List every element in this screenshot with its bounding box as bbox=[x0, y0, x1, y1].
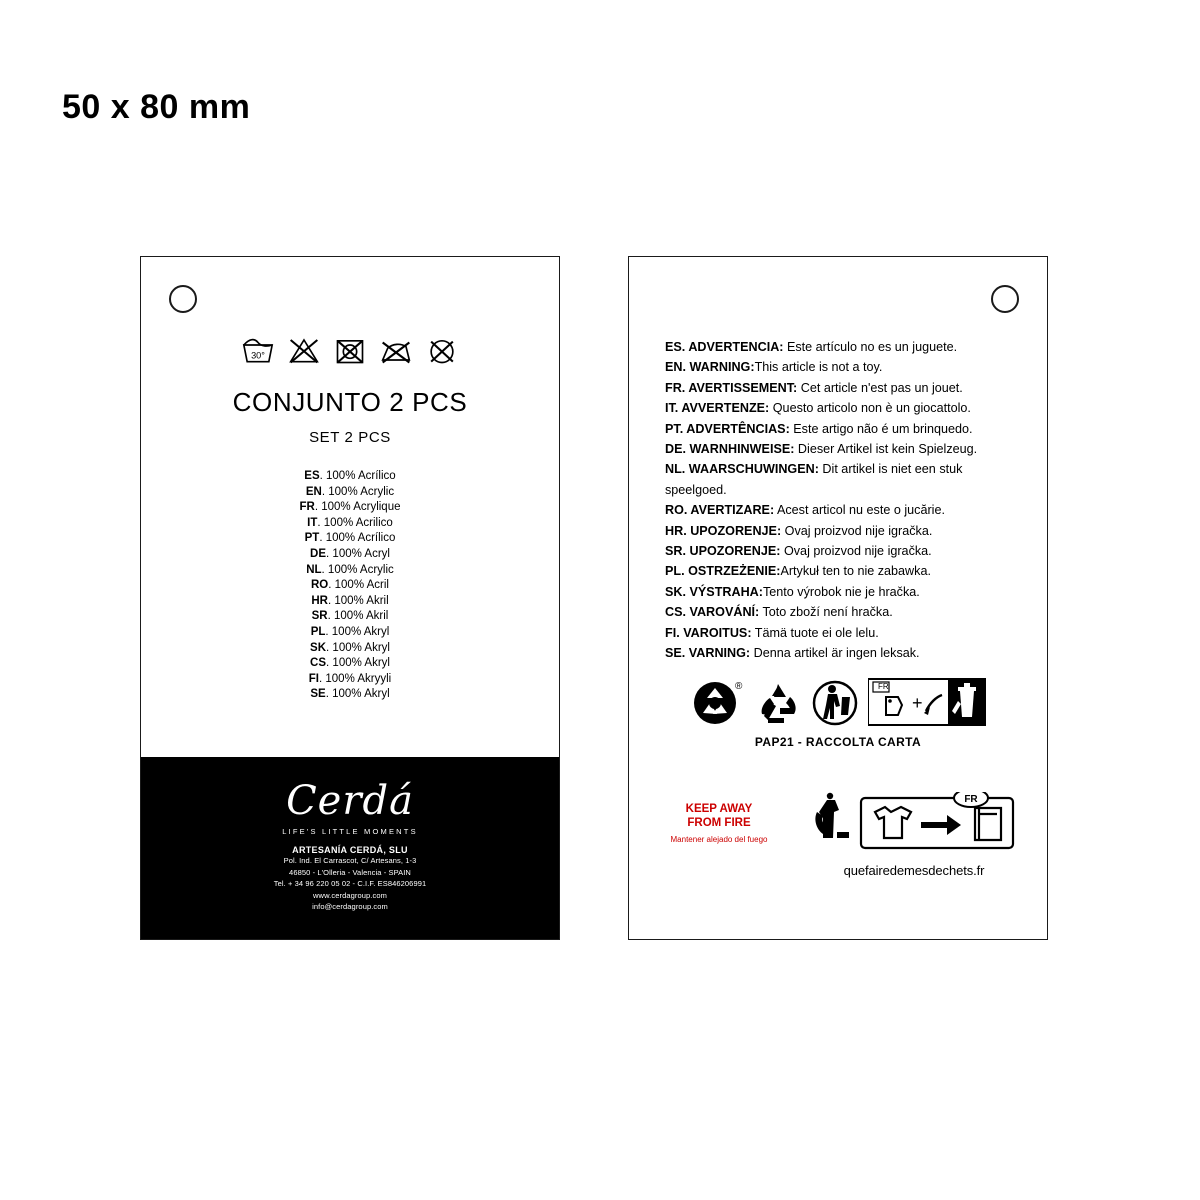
warning-lang: SR. UPOZORENJE: bbox=[665, 544, 781, 559]
punch-hole-icon bbox=[991, 285, 1019, 313]
composition-value: . 100% Acril bbox=[328, 579, 389, 592]
warning-text: Dieser Artikel ist kein Spielzeug. bbox=[794, 442, 978, 457]
composition-lang: NL bbox=[306, 563, 322, 576]
brand-logo: Cerdá bbox=[286, 778, 414, 824]
warning-item bbox=[665, 561, 1025, 581]
fire-warning-line2: FROM FIRE bbox=[687, 817, 751, 829]
warning-text: Cet article n'est pas un jouet. bbox=[797, 380, 963, 395]
tag-back bbox=[628, 256, 1048, 940]
mobius-loop-icon bbox=[754, 678, 802, 726]
warning-text: Toto zboží není hračka. bbox=[759, 605, 893, 620]
composition-value: . 100% Acrylique bbox=[314, 501, 401, 514]
brand-address-line1: Pol. Ind. El Carrascot, C/ Artesans, 1-3 bbox=[283, 856, 417, 865]
do-not-tumble-dry-icon bbox=[333, 335, 367, 365]
warning-lang: PT. ADVERTÊNCIAS: bbox=[665, 421, 790, 436]
svg-text:30°: 30° bbox=[251, 350, 265, 361]
composition-item bbox=[304, 469, 395, 485]
composition-value: . 100% Akril bbox=[327, 610, 389, 623]
composition-value: . 100% Akryl bbox=[326, 657, 390, 670]
warning-text: Tento výrobok nie je hračka. bbox=[762, 584, 920, 599]
composition-item bbox=[306, 563, 394, 579]
composition-value: . 100% Acrílico bbox=[319, 470, 396, 482]
warning-item bbox=[665, 337, 1025, 357]
triman-url: quefairedemesdechets.fr bbox=[843, 863, 985, 878]
composition-lang: SK bbox=[310, 641, 327, 654]
brand-legal-name: ARTESANÍA CERDÁ, SLU bbox=[292, 845, 408, 855]
care-symbols-row bbox=[141, 335, 559, 365]
warning-item bbox=[665, 459, 1025, 500]
fire-warning-sub: Mantener alejado del fuego bbox=[670, 835, 768, 844]
composition-value: . 100% Acrylic bbox=[321, 485, 395, 498]
warning-text: Tämä tuote ei ole lelu. bbox=[751, 625, 879, 640]
do-not-dry-clean-icon bbox=[425, 335, 459, 365]
composition-list bbox=[141, 469, 559, 703]
composition-lang: FI bbox=[308, 672, 319, 685]
composition-item bbox=[310, 641, 390, 657]
composition-item bbox=[311, 594, 388, 610]
warning-text: Ovaj proizvod nije igračka. bbox=[780, 544, 932, 559]
warning-item bbox=[665, 378, 1025, 398]
wash-30-icon bbox=[241, 335, 275, 365]
composition-value: . 100% Acrylic bbox=[321, 563, 394, 576]
composition-lang: RO bbox=[311, 579, 329, 592]
composition-lang: FR bbox=[299, 501, 315, 514]
svg-text:FR: FR bbox=[878, 682, 889, 691]
warning-lang: SK. VÝSTRAHA: bbox=[665, 584, 763, 599]
warning-lang: FI. VAROITUS: bbox=[665, 625, 752, 640]
warning-item bbox=[665, 398, 1025, 418]
warning-lang: SE. VARNING: bbox=[665, 646, 751, 661]
brand-address-line3: Tel. + 34 96 220 05 02 - C.I.F. ES846206991 bbox=[273, 879, 427, 888]
composition-value: . 100% Acrilico bbox=[317, 516, 393, 529]
page-title: 50 x 80 mm bbox=[62, 88, 251, 126]
warning-lang: PL. OSTRZEŻENIE: bbox=[665, 564, 781, 579]
warning-item bbox=[665, 541, 1025, 561]
punch-hole-icon bbox=[169, 285, 197, 313]
composition-lang: PL bbox=[310, 625, 326, 638]
recycling-block bbox=[629, 677, 1047, 749]
svg-text:FR: FR bbox=[964, 794, 978, 805]
warning-item bbox=[665, 582, 1025, 602]
composition-value: . 100% Akryyli bbox=[319, 672, 392, 685]
warning-item bbox=[665, 521, 1025, 541]
composition-item bbox=[305, 531, 396, 547]
warning-item bbox=[665, 439, 1025, 459]
composition-item bbox=[311, 578, 389, 594]
warning-item bbox=[665, 602, 1025, 622]
brand-website: www.cerdagroup.com bbox=[313, 890, 387, 900]
triman-fr-icon bbox=[868, 677, 986, 727]
do-not-iron-icon bbox=[379, 335, 413, 365]
composition-lang: CS bbox=[310, 657, 327, 670]
warning-text: Ovaj proizvod nije igračka. bbox=[781, 523, 933, 538]
fire-warning-line1: KEEP AWAY bbox=[685, 803, 753, 815]
warnings-list bbox=[665, 337, 1025, 664]
pap-label: PAP21 - RACCOLTA CARTA bbox=[754, 735, 922, 749]
composition-value: . 100% Akryl bbox=[325, 625, 390, 638]
warning-lang: HR. UPOZORENJE: bbox=[665, 523, 782, 538]
warning-lang: FR. AVERTISSEMENT: bbox=[665, 380, 798, 395]
brand-address-line2: 46850 - L'Olleria - Valencia - SPAIN bbox=[289, 867, 411, 877]
warning-text: Denna artikel är ingen leksak. bbox=[750, 646, 920, 661]
textile-disposal-icon bbox=[809, 792, 1019, 852]
composition-item bbox=[309, 672, 391, 688]
tidyman-icon bbox=[812, 677, 858, 727]
warning-item bbox=[665, 623, 1025, 643]
composition-item bbox=[310, 656, 390, 672]
brand-band bbox=[141, 757, 559, 939]
warning-item bbox=[665, 357, 1025, 377]
product-title: CONJUNTO 2 PCS bbox=[232, 387, 468, 417]
composition-lang: DE bbox=[310, 547, 327, 560]
warning-text: Acest articol nu este o jucărie. bbox=[774, 503, 945, 518]
warning-item bbox=[665, 419, 1025, 439]
warning-text: Artykuł ten to nie zabawka. bbox=[780, 564, 931, 579]
warning-lang: NL. WAARSCHUWINGEN: bbox=[665, 462, 819, 477]
product-subtitle: SET 2 PCS bbox=[309, 429, 391, 446]
warning-item bbox=[665, 500, 1025, 520]
composition-item bbox=[306, 485, 394, 501]
brand-tagline: LIFE'S LITTLE MOMENTS bbox=[282, 827, 418, 836]
composition-lang: HR bbox=[311, 594, 328, 607]
composition-value: . 100% Akryl bbox=[325, 688, 390, 701]
warning-item bbox=[665, 643, 1025, 663]
warning-text: This article is not a toy. bbox=[754, 360, 883, 375]
warning-text: Este artículo no es un juguete. bbox=[783, 340, 958, 354]
warning-lang: RO. AVERTIZARE: bbox=[665, 503, 775, 518]
warning-text: Questo articolo non è un giocattolo. bbox=[769, 401, 971, 416]
composition-item bbox=[312, 609, 389, 625]
composition-lang: ES bbox=[304, 470, 320, 482]
triman-block bbox=[799, 792, 1029, 878]
warning-lang: CS. VAROVÁNÍ: bbox=[665, 605, 760, 620]
warning-lang: EN. WARNING: bbox=[665, 360, 755, 375]
tag-front bbox=[140, 256, 560, 940]
resin-recycle-icon bbox=[690, 677, 744, 727]
composition-value: . 100% Akril bbox=[327, 594, 389, 607]
warning-text: Este artigo não é um brinquedo. bbox=[789, 421, 973, 436]
composition-item bbox=[310, 547, 390, 563]
fire-warning-block bbox=[659, 802, 779, 845]
warning-lang: DE. WARNHINWEISE: bbox=[665, 442, 795, 457]
svg-text:+: + bbox=[912, 693, 923, 713]
composition-item bbox=[310, 687, 389, 703]
composition-item bbox=[299, 500, 400, 516]
composition-value: . 100% Akryl bbox=[326, 641, 390, 654]
composition-lang: IT bbox=[307, 516, 318, 529]
warning-text: Dit artikel is niet een stuk speelgoed. bbox=[665, 462, 963, 497]
composition-value: . 100% Acrílico bbox=[319, 532, 396, 545]
composition-lang: SR bbox=[311, 610, 328, 623]
composition-lang: PT bbox=[304, 532, 320, 545]
composition-lang: EN bbox=[305, 485, 322, 498]
do-not-bleach-icon bbox=[287, 335, 321, 365]
composition-item bbox=[311, 625, 390, 641]
warning-lang: IT. AVVERTENZE: bbox=[665, 401, 770, 416]
composition-item bbox=[307, 516, 393, 532]
composition-lang: SE bbox=[310, 688, 326, 701]
recycling-icons-row bbox=[629, 677, 1047, 727]
warning-lang: ES. ADVERTENCIA: bbox=[665, 340, 784, 354]
svg-text:®: ® bbox=[735, 681, 743, 692]
composition-value: . 100% Acryl bbox=[326, 547, 390, 560]
brand-email: info@cerdagroup.com bbox=[312, 902, 388, 911]
